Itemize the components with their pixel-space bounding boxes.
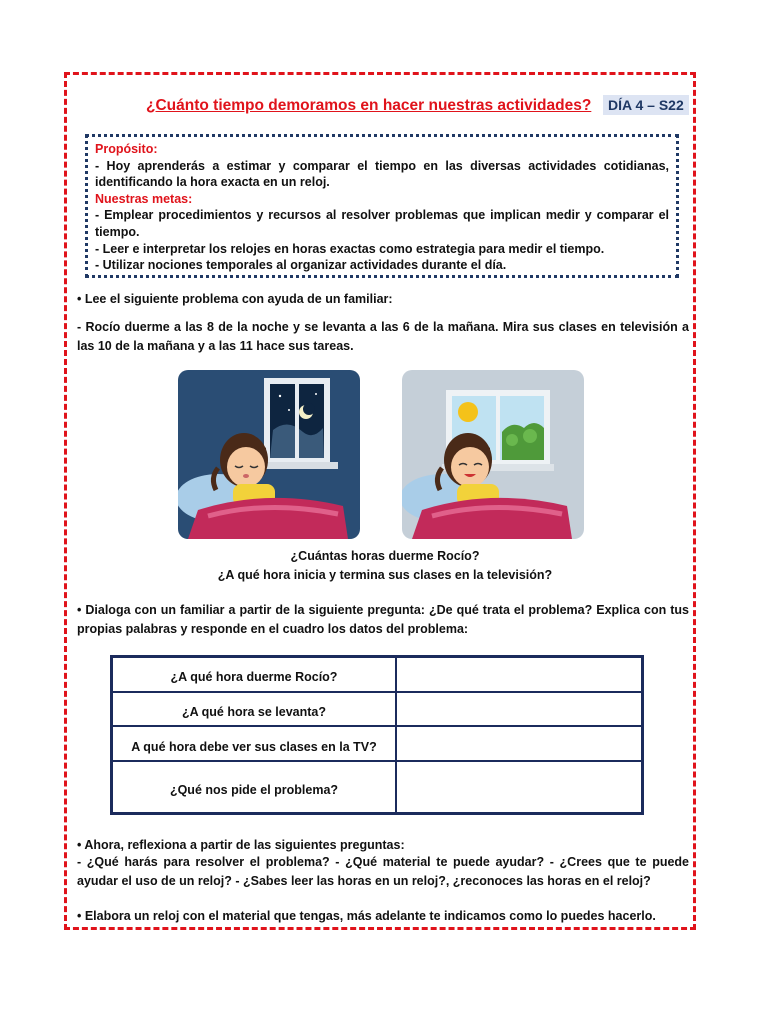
table-row bbox=[112, 657, 643, 692]
read-instruction: • Lee el siguiente problema con ayuda de un familiar: bbox=[77, 292, 393, 306]
table-answer-cell[interactable] bbox=[396, 692, 643, 727]
girl-waking-day-icon bbox=[402, 370, 584, 539]
table-question: A qué hora debe ver sus clases en la TV? bbox=[112, 726, 397, 761]
purpose-text: - Hoy aprenderás a estimar y comparar el tiempo en las diversas actividades cotidianas, identificando la hora exacta en un reloj. bbox=[95, 158, 669, 190]
table-question: ¿A qué hora se levanta? bbox=[112, 692, 397, 727]
goal-item: - Leer e interpretar los relojes en horas exactas como estrategia para medir el tiempo. bbox=[95, 241, 605, 256]
final-instruction: • Elabora un reloj con el material que tengas, más adelante te indicamos como lo puedes hacerlo. bbox=[77, 909, 656, 923]
table-question: ¿A qué hora duerme Rocío? bbox=[112, 657, 397, 692]
reflection-heading: • Ahora, reflexiona a partir de las siguientes preguntas: bbox=[77, 838, 405, 852]
purpose-heading: Propósito: bbox=[95, 142, 158, 156]
table-row bbox=[112, 726, 643, 761]
page-title: ¿Cuánto tiempo demoramos en hacer nuestras actividades? bbox=[146, 97, 592, 114]
dialog-instruction: • Dialoga con un familiar a partir de la siguiente pregunta: ¿De qué trata el problema? Explica con tus propias palabras y responde en el cuadro los datos del problema: bbox=[77, 603, 689, 636]
table-row bbox=[112, 761, 643, 814]
table-question: ¿Qué nos pide el problema? bbox=[112, 761, 397, 814]
problem-text: - Rocío duerme a las 8 de la noche y se levanta a las 6 de la mañana. Mira sus clases en televisión a las 10 de la mañana y a las 11 hace sus tareas. bbox=[77, 320, 689, 353]
question-hours-sleep: ¿Cuántas horas duerme Rocío? bbox=[290, 549, 480, 563]
header bbox=[146, 97, 706, 121]
purpose-box bbox=[85, 134, 679, 278]
goal-item: - Emplear procedimientos y recursos al resolver problemas que implican medir y comparar el tiempo. bbox=[95, 208, 669, 239]
girl-sleeping-night-icon bbox=[178, 370, 360, 539]
day-badge: DÍA 4 – S22 bbox=[603, 95, 689, 115]
table-row bbox=[112, 692, 643, 727]
table-answer-cell[interactable] bbox=[396, 726, 643, 761]
table-answer-cell[interactable] bbox=[396, 657, 643, 692]
question-tv-classes: ¿A qué hora inicia y termina sus clases en la televisión? bbox=[217, 568, 553, 582]
problem-data-table bbox=[110, 655, 644, 815]
table-answer-cell[interactable] bbox=[396, 761, 643, 814]
reflection-questions: - ¿Qué harás para resolver el problema? - ¿Qué material te puede ayudar? - ¿Crees que te puede ayudar el uso de un reloj? - ¿Sabes leer las horas en un reloj?, ¿reconoces las horas en el reloj? bbox=[77, 855, 689, 888]
goals-heading: Nuestras metas: bbox=[95, 191, 193, 206]
goal-item: - Utilizar nociones temporales al organizar actividades durante el día. bbox=[95, 258, 507, 273]
